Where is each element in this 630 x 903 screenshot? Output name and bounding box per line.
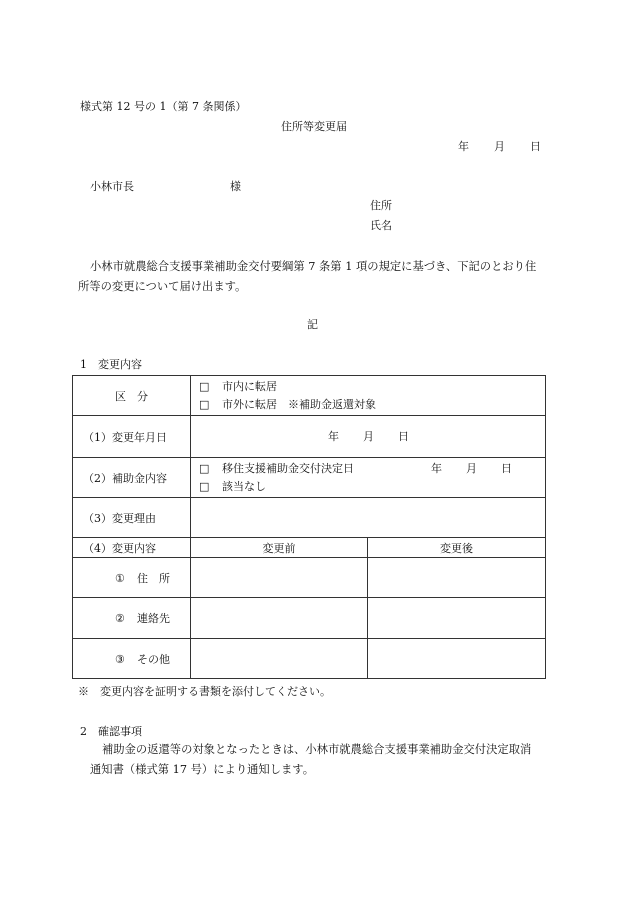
- subsidy-options: [191, 458, 546, 498]
- table-row: [73, 558, 546, 598]
- other-after-field[interactable]: [368, 639, 546, 679]
- contact-before-field[interactable]: [191, 598, 368, 639]
- option-label: 該当なし: [222, 479, 266, 493]
- change-date-year: 年: [328, 429, 339, 443]
- address-before-field[interactable]: [191, 558, 368, 598]
- after-header: 変更後: [368, 538, 546, 558]
- change-date-row: [73, 416, 546, 458]
- section2-line-1: 補助金の返還等の対象となったときは、小林市就農総合支援事業補助金交付決定取消: [102, 743, 532, 756]
- item-address-label: [73, 558, 191, 598]
- form-number: 様式第 12 号の 1（第 7 条関係）: [80, 100, 247, 113]
- change-date-day: 日: [398, 429, 409, 443]
- addressee-mayor: 小林市長: [90, 180, 134, 193]
- checkbox-icon[interactable]: □: [199, 479, 210, 493]
- subsidy-date-year: 年: [431, 461, 442, 475]
- item-contact-label: [73, 598, 191, 639]
- date-day-label: 日: [530, 140, 541, 153]
- change-date-label: （1）変更年月日: [73, 416, 191, 458]
- option-move-within-city[interactable]: [191, 378, 545, 396]
- ki-heading: 記: [307, 318, 318, 331]
- attachment-note: ※ 変更内容を証明する書類を添付してください。: [78, 685, 331, 698]
- option-not-applicable[interactable]: [191, 478, 545, 496]
- content-label: （4）変更内容: [73, 538, 191, 558]
- item-number: ③: [115, 652, 125, 666]
- address-after-field[interactable]: [368, 558, 546, 598]
- kubun-options: [191, 376, 546, 416]
- item-label: 連絡先: [137, 612, 170, 625]
- contact-after-field[interactable]: [368, 598, 546, 639]
- date-month-label: 月: [494, 140, 505, 153]
- change-date-month: 月: [363, 429, 374, 443]
- table-row: [73, 598, 546, 639]
- item-number: ②: [115, 612, 125, 625]
- option-relocation-subsidy-date[interactable]: [191, 460, 545, 478]
- section2-line-2: 通知書（様式第 17 号）により通知します。: [90, 763, 314, 776]
- subsidy-date-day: 日: [501, 461, 512, 475]
- item-label: その他: [137, 652, 170, 666]
- checkbox-icon[interactable]: □: [199, 461, 210, 475]
- section2-heading: 2 確認事項: [80, 725, 142, 738]
- content-header-row: [73, 538, 546, 558]
- item-number: ①: [115, 571, 125, 585]
- before-header: 変更前: [191, 538, 368, 558]
- address-label: 住所: [370, 199, 392, 212]
- change-table: [72, 375, 546, 679]
- section1-heading: 1 変更内容: [80, 358, 142, 371]
- intro-line-2: 所等の変更について届け出ます。: [78, 280, 247, 293]
- subsidy-label: （2）補助金内容: [73, 458, 191, 498]
- kubun-row: [73, 376, 546, 416]
- document-title: 住所等変更届: [281, 120, 347, 133]
- checkbox-icon[interactable]: □: [199, 397, 210, 411]
- intro-line-1: 小林市就農総合支援事業補助金交付要綱第 7 条第 1 項の規定に基づき、下記のとおり住: [90, 260, 537, 273]
- kubun-label: 区 分: [73, 376, 191, 416]
- reason-row: [73, 498, 546, 538]
- date-year-label: 年: [458, 140, 469, 153]
- name-label: 氏名: [370, 219, 392, 232]
- option-label: 市内に転居: [222, 379, 277, 393]
- option-label: 市外に転居 ※補助金返還対象: [222, 397, 376, 411]
- option-move-outside-city[interactable]: [191, 396, 545, 414]
- reason-label: （3）変更理由: [73, 498, 191, 538]
- option-label: 移住支援補助金交付決定日: [222, 461, 354, 475]
- addressee-honorific: 様: [230, 180, 241, 193]
- item-other-label: [73, 639, 191, 679]
- other-before-field[interactable]: [191, 639, 368, 679]
- checkbox-icon[interactable]: □: [199, 379, 210, 393]
- change-date-field[interactable]: [191, 416, 546, 458]
- reason-field[interactable]: [191, 498, 546, 538]
- table-row: [73, 639, 546, 679]
- item-label: 住 所: [137, 571, 170, 585]
- subsidy-row: [73, 458, 546, 498]
- subsidy-date-month: 月: [466, 461, 477, 475]
